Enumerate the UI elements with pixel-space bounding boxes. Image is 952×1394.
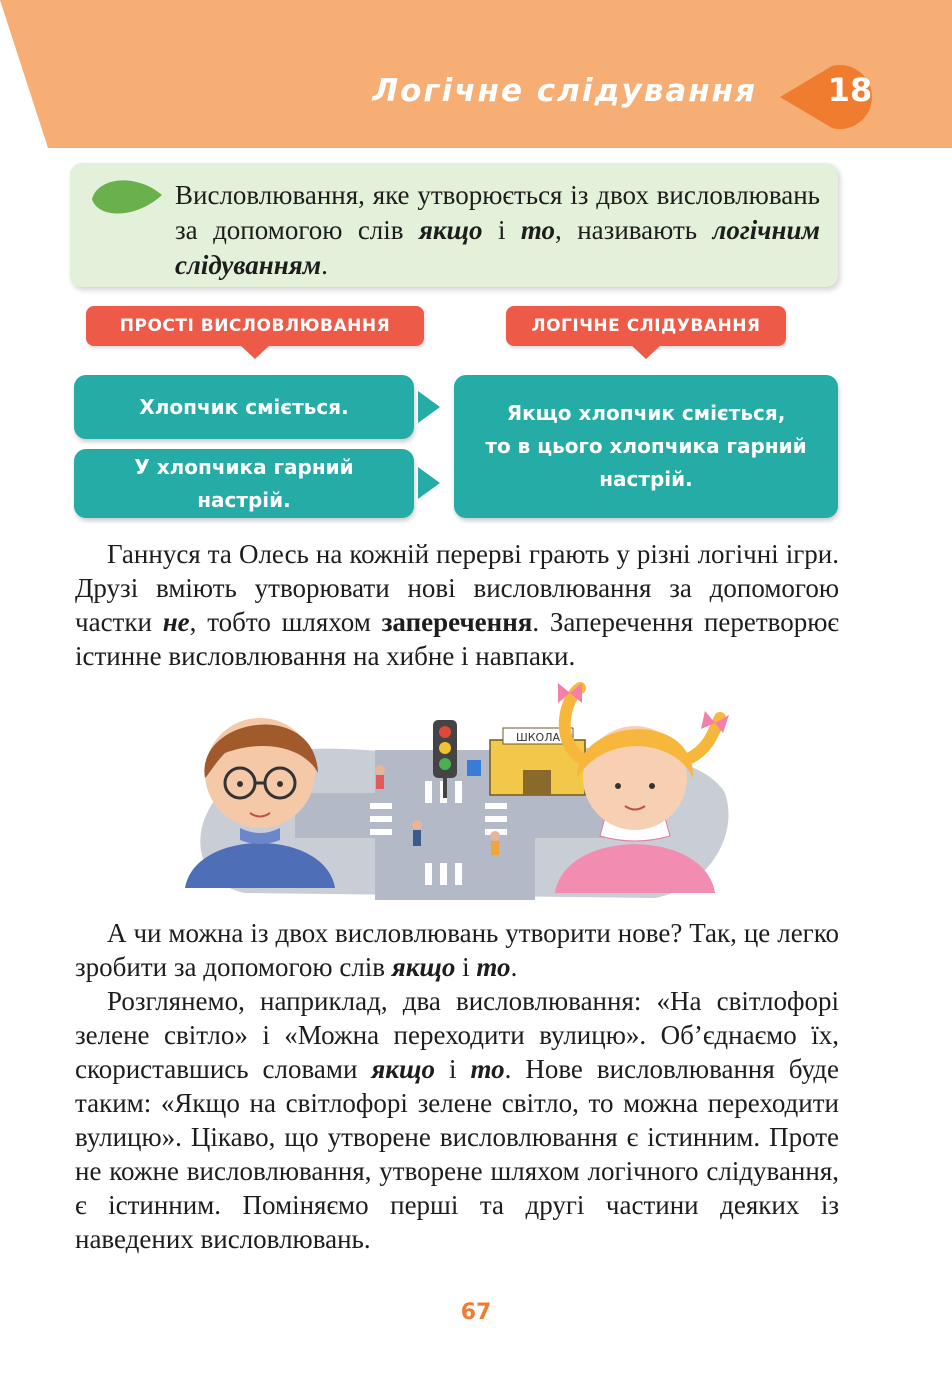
logical-implication-label: ЛОГІЧНЕ СЛІДУВАННЯ [506, 306, 786, 346]
keyword-then: то [520, 215, 556, 245]
right-arrow-icon [418, 391, 440, 423]
page-number: 67 [460, 1300, 492, 1325]
simple-statement-2: У хлопчика гарний настрій. [74, 449, 414, 518]
definition-text: Висловлювання, яке утворюється із двох висловлювань за допомогою слів якщо і то, називають логічним слідуванням. [175, 180, 820, 280]
paragraph-example: Розглянемо, наприклад, два висловлювання: «На світлофорі зелене світло» і «Можна переходити вулицю». Об’єднаємо їх, скориставшись словами якщо і то. Нове висловлювання буде таким: «Якщо на світлофорі зелене світло, то можна переходити вулицю». Цікаво, що утворене висловлювання є істинним. Проте не кожне висловлювання, утворене шляхом логічного слідування, є істинним. Поміняємо перші та другі частини деяких із наведених висловлювань. [75, 986, 839, 1254]
leaf-icon [88, 173, 164, 221]
down-arrow-icon [631, 345, 661, 359]
down-arrow-icon [240, 345, 270, 359]
crossroad-illustration [185, 678, 745, 908]
simple-statement-1: Хлопчик сміється. [74, 375, 414, 439]
chapter-title: Логічне слідування [372, 73, 757, 109]
simple-statements-label: ПРОСТІ ВИСЛОВЛЮВАННЯ [86, 306, 424, 346]
definition-box [70, 163, 838, 287]
paragraph-question: А чи можна із двох висловлювань утворити нове? Так, це легко зробити за допомогою слів якщо і то. [75, 918, 839, 982]
chapter-number: 18 [827, 71, 873, 109]
implication-statement: Якщо хлопчик сміється, то в цього хлопчика гарний настрій. [454, 375, 838, 518]
keyword-if: якщо [418, 215, 483, 245]
right-arrow-icon [418, 467, 440, 499]
term-logical-implication: логічним слідуванням [175, 215, 820, 280]
school-sign: ШКОЛА [515, 731, 561, 744]
paragraph-negation: Ганнуся та Олесь на кожній перерві грають у різні логічні ігри. Друзі вміють утворювати нові висловлювання за допомогою частки не, тобто шляхом заперечення. Заперечення перетворює істинне висловлювання на хибне і навпаки. [75, 539, 839, 671]
